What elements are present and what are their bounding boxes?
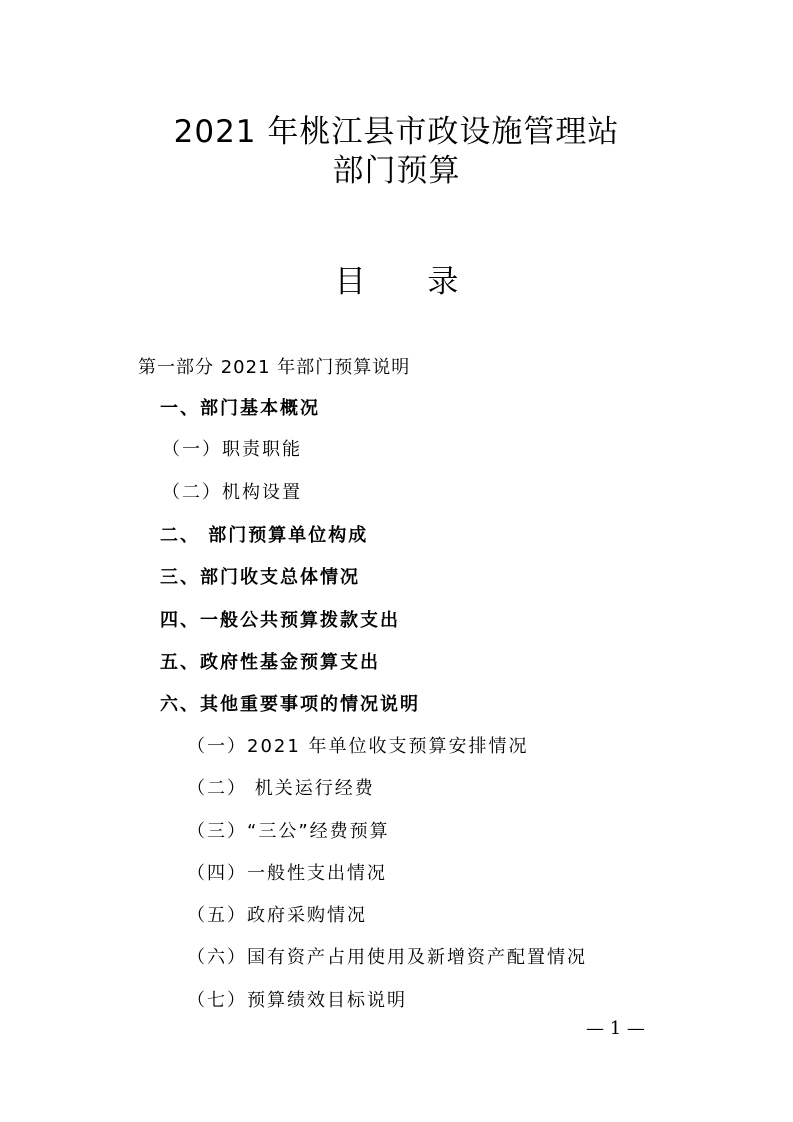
toc-section-2: 二、 部门预算单位构成 — [160, 525, 369, 546]
toc-part-1: 第一部分 2021 年部门预算说明 — [138, 357, 411, 378]
toc-subsection-6-5: （五）政府采购情况 — [187, 905, 367, 926]
toc-heading: 目 录 — [334, 264, 485, 300]
toc-subsection-6-7: （七）预算绩效目标说明 — [187, 990, 407, 1011]
toc-section-1: 一、部门基本概况 — [160, 398, 320, 419]
toc-subsection-6-4: （四）一般性支出情况 — [187, 863, 387, 884]
toc-subsection-6-6: （六）国有资产占用使用及新增资产配置情况 — [187, 947, 587, 968]
toc-section-6: 六、其他重要事项的情况说明 — [160, 694, 420, 715]
toc-subsection-6-1: （一）2021 年单位收支预算安排情况 — [187, 736, 529, 757]
toc-section-5: 五、政府性基金预算支出 — [160, 652, 380, 673]
toc-subsection-6-2: （二） 机关运行经费 — [187, 778, 375, 799]
toc-subsection-6-3: （三）“三公”经费预算 — [187, 821, 390, 842]
toc-section-3: 三、部门收支总体情况 — [160, 567, 360, 588]
document-title: 2021 年桃江县市政设施管理站 — [173, 114, 620, 150]
toc-subsection-1-2: （二）机构设置 — [162, 482, 302, 503]
toc-section-4: 四、一般公共预算拨款支出 — [160, 610, 400, 631]
toc-subsection-1-1: （一）职责职能 — [162, 439, 302, 460]
document-subtitle: 部门预算 — [332, 153, 461, 189]
page-number: — 1 — — [586, 1018, 645, 1039]
